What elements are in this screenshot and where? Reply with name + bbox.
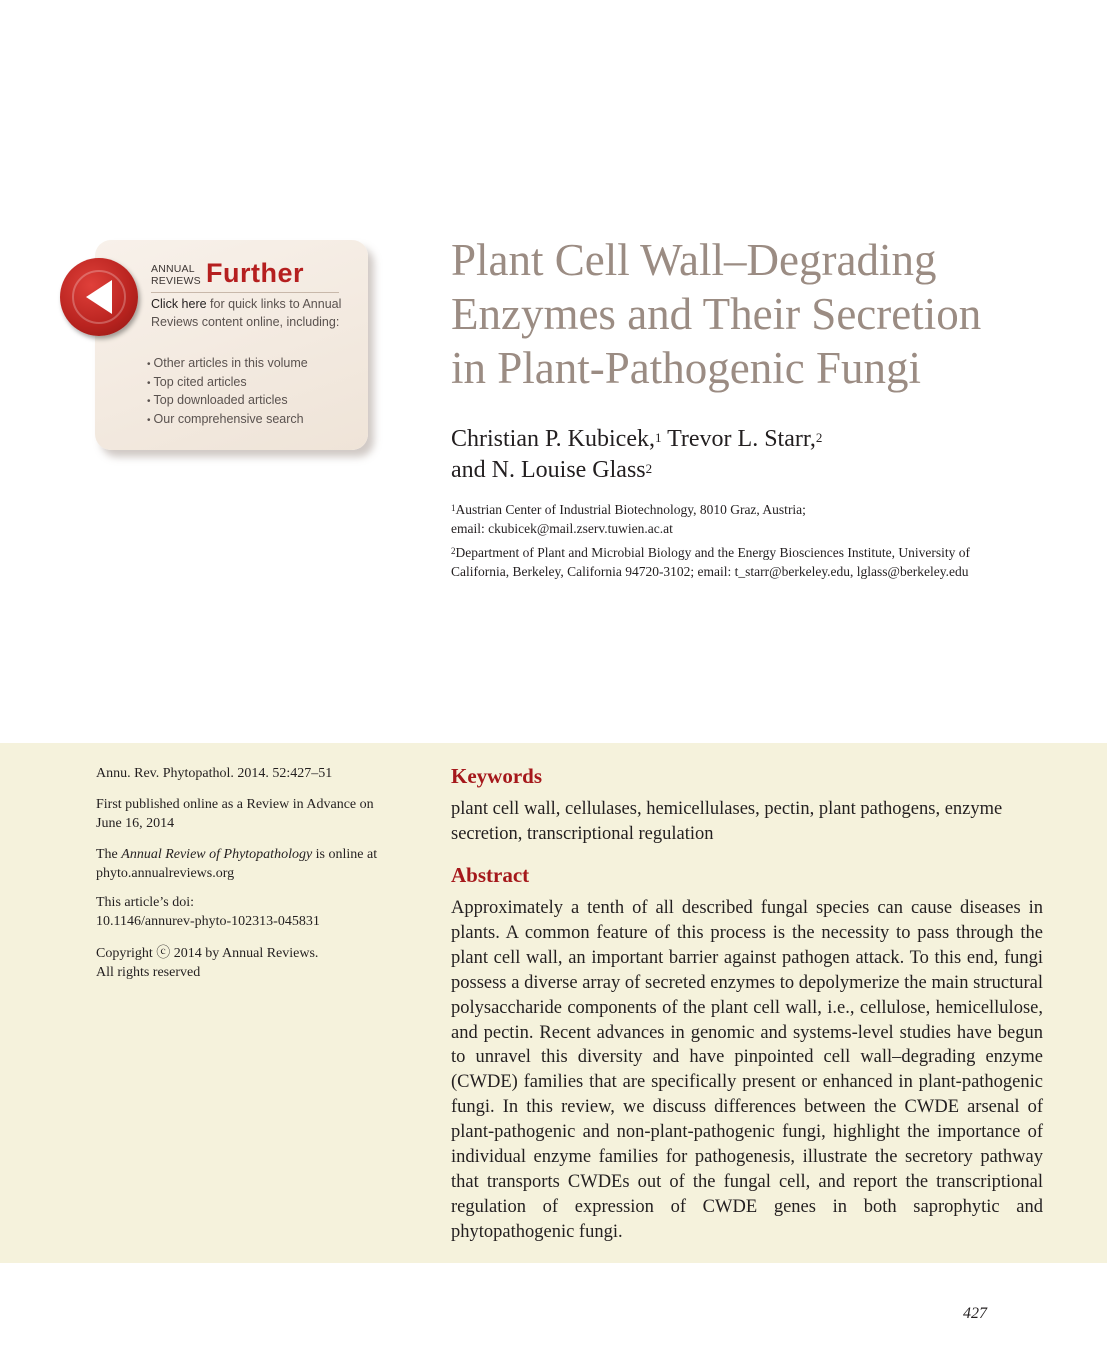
title-line: Plant Cell Wall–Degrading	[451, 235, 937, 285]
left-arrow-icon	[60, 258, 138, 336]
author-list	[451, 424, 1051, 486]
affiliation-line	[451, 500, 1061, 519]
author-name: and N. Louise Glass	[451, 457, 646, 483]
rights-line: All rights reserved	[96, 965, 201, 980]
further-link-search[interactable]: • Our comprehensive search	[147, 411, 308, 430]
author-affiliation-mark: 1	[655, 430, 662, 445]
journal-url[interactable]: phyto.annualreviews.org	[96, 866, 235, 881]
doi-info	[96, 893, 416, 931]
doi-label: This article’s doi:	[96, 895, 194, 910]
journal-line	[96, 845, 416, 864]
click-here-link[interactable]: Click here	[151, 297, 207, 311]
citation: Annu. Rev. Phytopathol. 2014. 52:427–51	[96, 766, 333, 781]
published-date: June 16, 2014	[96, 816, 175, 831]
article-title	[451, 233, 1071, 395]
affiliation-2	[451, 543, 1061, 581]
further-divider	[151, 292, 339, 293]
published-line: First published online as a Review in Advance on	[96, 797, 374, 812]
journal-prefix: The	[96, 847, 122, 862]
page-number: 427	[963, 1305, 987, 1322]
keywords-line: secretion, transcriptional regulation	[451, 824, 714, 844]
author-affiliation-mark: 2	[645, 461, 653, 476]
further-title: Further	[206, 258, 304, 288]
annual-label: ANNUAL	[151, 263, 195, 275]
journal-name: Annual Review of Phytopathology	[121, 847, 313, 862]
affiliation-email: California, Berkeley, California 94720-3102; email: t_starr@berkeley.edu, lglass@berkeley.edu	[451, 564, 969, 579]
further-description	[151, 296, 351, 331]
further-links-list	[147, 355, 308, 429]
author-affiliation-mark: 2	[815, 430, 823, 445]
keywords-line: plant cell wall, cellulases, hemicellulases, pectin, plant pathogens, enzyme	[451, 799, 1003, 819]
further-description-text: for quick links to Annual Reviews content online, including:	[151, 297, 342, 329]
annual-reviews-label	[151, 263, 201, 287]
author-line	[451, 455, 1051, 486]
further-link-top-cited[interactable]: • Top cited articles	[147, 374, 308, 393]
affiliation-line	[451, 543, 1061, 562]
published-info	[96, 795, 416, 833]
abstract-text: Approximately a tenth of all described fungal species can cause diseases in plants. A common feature of this process is the necessity to pass through the plant cell wall, an important barrier against pathogen attack. To this end, fungi possess a diverse array of secreted enzymes to depolymerize the main structural polysaccharide components of the plant cell wall, i.e., cellulose, hemicellulose, and pectin. Recent advances in genomic and systems-level studies have begun to unravel this diversity and have pinpointed cell wall–degrading enzyme (CWDE) families that are specifically present or enhanced in plant-pathogenic fungi. In this review, we discuss differences between the CWDE arsenal of plant-pathogenic and non-plant-pathogenic fungi, highlight the importance of individual enzyme families for pathogenesis, illustrate the secretory pathway that transports CWDEs out of the fungal cell, and report the transcriptional regulation of expression of CWDE genes in both saprophytic and phytopathogenic fungi.	[451, 898, 1043, 1242]
affiliation-text: Austrian Center of Industrial Biotechnology, 8010 Graz, Austria;	[455, 502, 806, 517]
copyright-info	[96, 944, 416, 982]
further-link-other-articles[interactable]: • Other articles in this volume	[147, 355, 308, 374]
affiliation-email: email: ckubicek@mail.zserv.tuwien.ac.at	[451, 521, 673, 536]
journal-info	[96, 845, 416, 883]
abstract-heading: Abstract	[451, 863, 530, 887]
author-name: Christian P. Kubicek,	[451, 426, 655, 452]
reviews-label: REVIEWS	[151, 275, 201, 287]
copyright-line: Copyright ⓒ 2014 by Annual Reviews.	[96, 946, 319, 961]
further-link-top-downloaded[interactable]: • Top downloaded articles	[147, 392, 308, 411]
affiliation-text: Department of Plant and Microbial Biology and the Energy Biosciences Institute, University of	[455, 545, 971, 560]
affiliation-mark: 2	[451, 546, 456, 556]
further-arrow-button[interactable]	[60, 258, 138, 336]
author-line	[451, 424, 1051, 455]
author-name: Trevor L. Starr,	[667, 426, 816, 452]
doi-value[interactable]: 10.1146/annurev-phyto-102313-045831	[96, 914, 320, 929]
keywords-heading: Keywords	[451, 764, 542, 788]
title-line: Enzymes and Their Secretion	[451, 289, 982, 339]
title-line: in Plant-Pathogenic Fungi	[451, 343, 921, 393]
affiliation-mark: 1	[451, 503, 456, 513]
affiliation-1	[451, 500, 1061, 538]
journal-suffix: is online at	[312, 847, 378, 862]
keywords-list	[451, 797, 1051, 847]
